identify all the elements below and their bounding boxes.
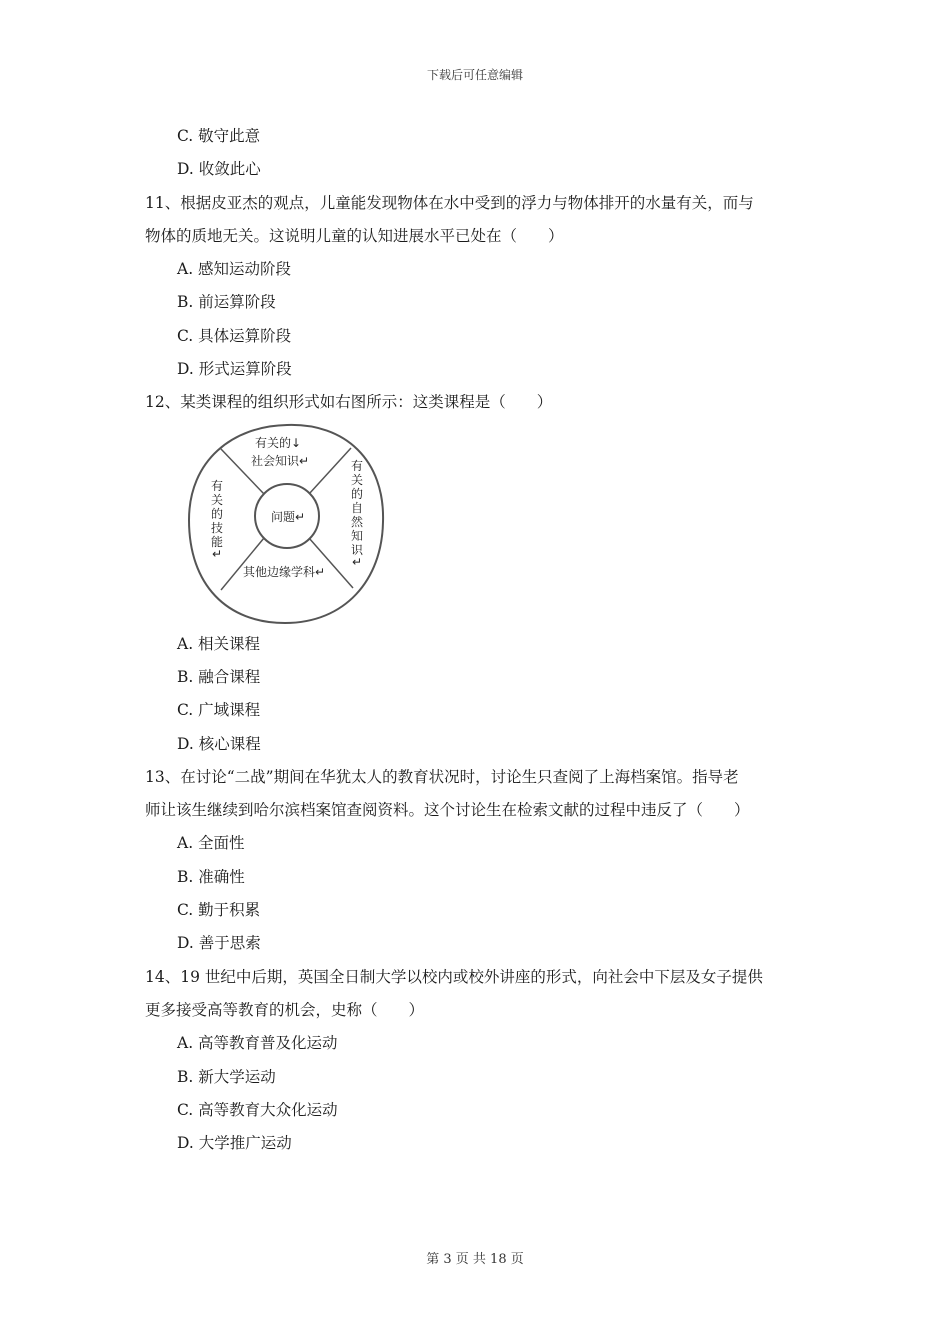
q14-option-d: D. 大学推广运动: [177, 1134, 292, 1153]
q14-option-a: A. 高等教育普及化运动: [177, 1034, 338, 1053]
q10-option-d: D. 收敛此心: [177, 160, 261, 179]
q11-option-d: D. 形式运算阶段: [177, 360, 292, 379]
q13-option-d: D. 善于思索: [177, 934, 261, 953]
left-label-char: 有: [211, 478, 224, 493]
q12-option-b: B. 融合课程: [177, 667, 261, 686]
right-label-char: 有: [351, 458, 364, 473]
left-label-char: 的: [211, 506, 224, 521]
left-label-char: 关: [211, 492, 224, 507]
right-label-char: 识: [351, 542, 364, 557]
q13-option-b: B. 准确性: [177, 867, 245, 886]
q11-option-b: B. 前运算阶段: [177, 293, 276, 312]
top-label-line1: 有关的↓: [255, 435, 302, 450]
right-label-char: ↵: [352, 554, 363, 569]
document-body: [145, 120, 810, 1160]
q12-option-a: A. 相关课程: [177, 634, 261, 653]
q11-option-a: A. 感知运动阶段: [177, 260, 292, 279]
divider-top-right: [309, 448, 351, 494]
q13-stem-line1: 13、在讨论“二战”期间在华犹太人的教育状况时，讨论生只查阅了上海档案馆。指导老: [145, 767, 739, 786]
page-header: 下载后可任意编辑: [426, 68, 523, 82]
right-label-char: 自: [351, 500, 364, 515]
right-label-char: 的: [351, 486, 364, 501]
left-label-char: 技: [211, 520, 224, 535]
q14-stem-line2: 更多接受高等教育的机会，史称（ ）: [145, 1000, 425, 1019]
q12-option-d: D. 核心课程: [177, 734, 261, 753]
q13-option-c: C. 勤于积累: [177, 901, 261, 920]
right-label-char: 知: [351, 528, 364, 543]
page-footer: 第 3 页 共 18 页: [426, 1252, 524, 1267]
q11-stem-line1: 11、根据皮亚杰的观点，儿童能发现物体在水中受到的浮力与物体排开的水量有关，而与: [145, 193, 754, 212]
right-label-char: 然: [351, 514, 364, 529]
q11-stem-line2: 物体的质地无关。这说明儿童的认知进展水平已处在（ ）: [145, 226, 564, 245]
left-label-char: 能: [211, 534, 224, 549]
center-label: 问题↵: [271, 509, 306, 524]
q14-stem-line1: 14、19 世纪中后期，英国全日制大学以校内或校外讲座的形式，向社会中下层及女子提供: [145, 967, 763, 986]
q14-option-c: C. 高等教育大众化运动: [177, 1100, 338, 1119]
bottom-label: 其他边缘学科↵: [243, 564, 326, 579]
q14-option-b: B. 新大学运动: [177, 1067, 276, 1086]
top-label-line2: 社会知识↵: [251, 453, 310, 468]
q13-stem-line2: 师让该生继续到哈尔滨档案馆查阅资料。这个讨论生在检索文献的过程中违反了（ ）: [145, 801, 750, 820]
right-label-char: 关: [351, 472, 364, 487]
curriculum-diagram-svg: [185, 420, 390, 628]
curriculum-diagram: [145, 420, 810, 628]
left-label-char: ↵: [212, 546, 223, 561]
divider-bottom-right: [309, 538, 353, 588]
q12-stem-line1: 12、某类课程的组织形式如右图所示：这类课程是（ ）: [145, 393, 553, 412]
q13-option-a: A. 全面性: [177, 834, 245, 853]
q11-option-c: C. 具体运算阶段: [177, 326, 292, 345]
q10-option-c: C. 敬守此意: [177, 127, 261, 145]
divider-bottom-left: [221, 538, 264, 590]
q12-option-c: C. 广域课程: [177, 701, 261, 720]
